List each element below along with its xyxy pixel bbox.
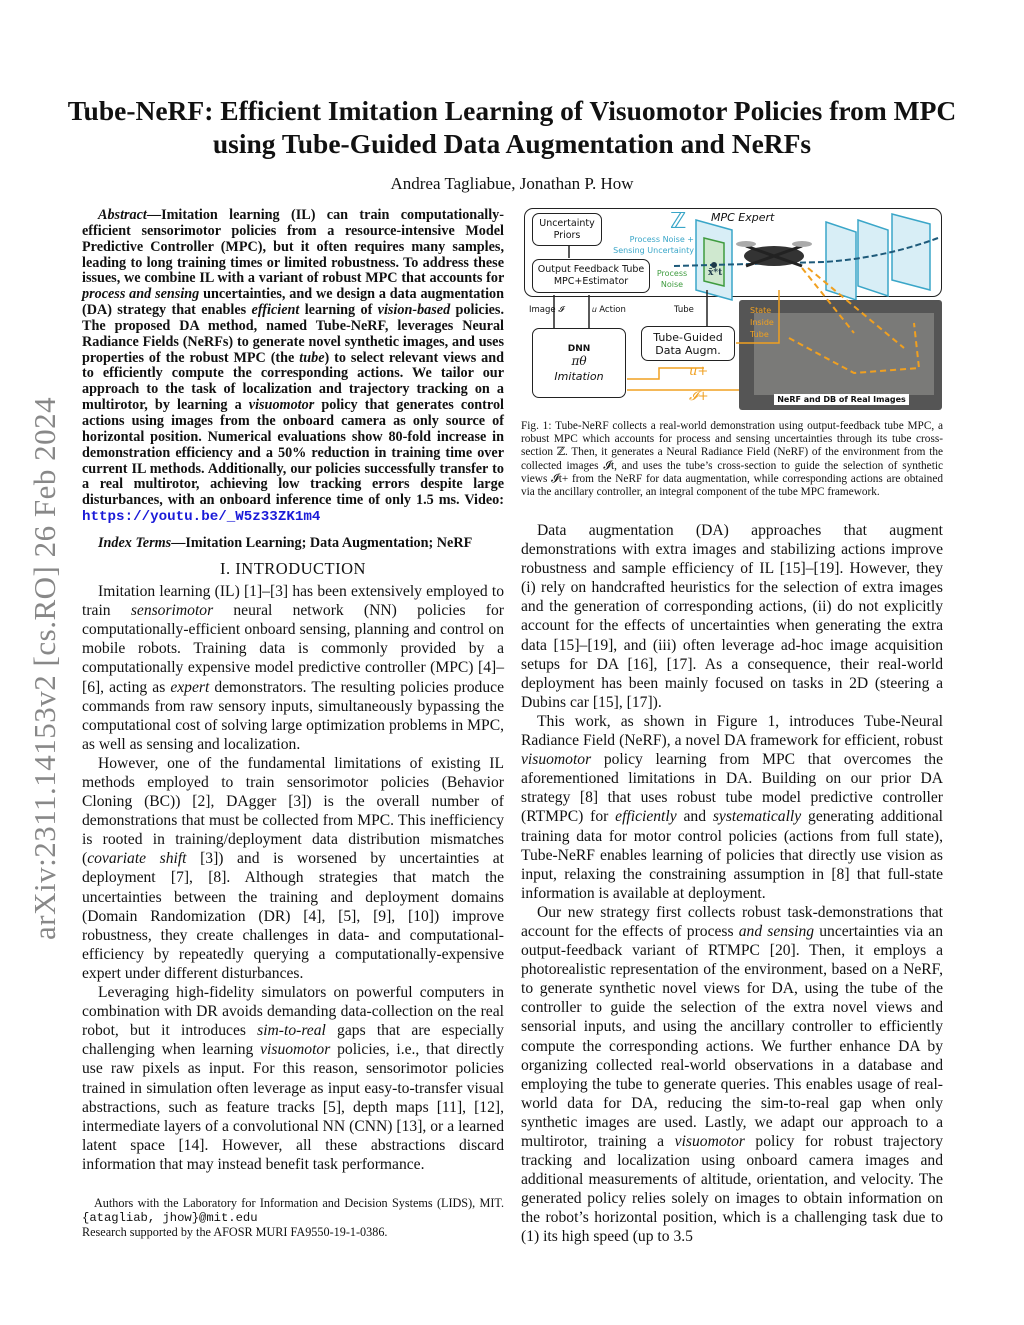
intro-paragraph-5: This work, as shown in Figure 1, introduces Tube-Neural Radiance Field (NeRF), a novel DA framework for efficient, robust visuomotor policy learning from MPC that overcomes the aforementioned limitations in DA. Building on our prior DA strategy [8] that uses robust tube model predictive controller (RTMPC) for efficiently and systematically generating additional training data for motor control policies (actions from full state), Tube-NeRF enables learning of policies that directly use vision as input, relaxing the constraining assumption in [8] that full-state information is available at deployment. [521, 712, 944, 902]
dnn-label: DNN [567, 344, 591, 354]
figure-1-caption: Fig. 1: Tube-NeRF collects a real-world demonstration using output-feedback tube MPC, a robust MPC which accounts for process and sensing uncertainties through its tube cross-section ℤ. Then, it generates a Neural Radiance Field (NeRF) of the environment from the collected images 𝓘t, and uses the tube’s cross-section to guide the selection of synthetic views 𝓘t+ from the NeRF for data augmentation, while corresponding actions are obtained via the ancillary controller, an integral component of the tube MPC framework. [521, 420, 943, 499]
abstract-emphasis: tube [299, 349, 325, 366]
process-sensing-label: Process Noise + Sensing Uncertainty [613, 235, 694, 255]
intro-paragraph-4: Data augmentation (DA) approaches that augment demonstrations with extra images and stabilizing actions improve robustness and sample efficiency of IL [15]–[19]. However, they (i) rely on handcrafted heuristics for the selection of extra images and the generation of corresponding actions, (ii) do not explicitly account for the effects of uncertainties when generating the extra data [15]–[19], and (iii) often leverage ad-hoc image acquisition setups for DA [16], [17]. As a consequence, their real-world deployment has been mainly focused on tasks in 2D (steering a Dubins car [15], [17]). [521, 522, 943, 711]
state-symbol-label: x̄*t [708, 268, 723, 278]
intro-paragraph-6: Our new strategy first collects robust task-demonstrations that account for the effects of process and sensing uncertainties via an output-feedback variant of RTMPC [20]. Then, it employs a photorealistic representation of the environment, based on a NeRF, to generate synthetic novel views for DA, using the tube of the controller to guide the selection of the extra novel views and sensorial inputs, and using the ancillary controller to efficiently compute the corresponding actions. We further enhance DA by organizing collected real-world observations in a database and employing the tube to generate queries. This enables usage of real-world data for DA, reducing the sim-to-real gap when only synthetic images are used. Lastly, we adapt our approach to a multirotor, training a visuomotor policy for robust trajectory tracking and localization using onboard camera images and additional measurements of altitude, orientation, and velocity. The generated policy relies solely on images to obtain information on the robot’s horizontal position, which is a challenging task due to (1) its high speed (up to 3.5 [521, 903, 944, 1246]
action-label: 𝑢 Action [592, 305, 626, 315]
figure-1-diagram [524, 208, 944, 413]
z-symbol: ℤ [670, 209, 687, 234]
abstract-emphasis: process and sensing [82, 286, 200, 303]
footnote: Authors with the Laboratory for Information and Decision Systems (LIDS), MIT. {atagliab, jhow}@mit.edu Research supported by the AFOSR MURI FA9550-19-1-0386. [82, 1195, 504, 1239]
abstract-text: —Imitation learning (IL) can train computationally-efficient sensorimotor policies from a resource-intensive Model Predictive Controller (MPC), but it often requires many samples, leading to long training times or limited robustness. To address these issues, we combine IL with a variant of robust MPC that accounts for [82, 207, 504, 287]
imitation-box [532, 328, 626, 398]
abstract-label: Abstract [98, 207, 147, 223]
intro-paragraph-2: However, one of the fundamental limitations of existing IL methods employed to train sensorimotor policies (Behavior Cloning (BC)) [2], DAgger [3]) is the overall number of demonstrations that must be collected from MPC. This inefficiency is rooted in training/deployment data distribution mismatches (covariate shift [3]) and is worsened by uncertainties at deployment [7], [8]. Although strategies that match the uncertainties between the training and deployment domains (Domain Randomization (DR) [4], [5], [9], [10]) improve robustness, they create challenges in data- and computational-efficiency by repeatedly querying a computationally-expensive expert under different disturbances. [82, 754, 504, 982]
abstract-emphasis: efficient [251, 302, 300, 319]
author-emails: {atagliab, jhow}@mit.edu [82, 1210, 258, 1225]
abstract-text: ) to select relevant views and to efficiently compute the corresponding actions. We tailor our approach to the task of localization and trajectory tracking on a multirotor, by learning a [82, 349, 504, 414]
policy-label: πθ [571, 354, 587, 368]
abstract-text: policies. The proposed DA method, named Tube-NeRF, leverages Neural Radiance Fields (NeRFs) to generate novel synthetic images, and uses properties of the robust MPC (the [82, 302, 505, 366]
tube-guided-da-box: Tube-Guided Data Augm. [641, 326, 735, 361]
mpc-expert-label: MPC Expert [711, 211, 775, 224]
abstract-emphasis: vision-based [377, 302, 451, 319]
abstract [82, 208, 504, 526]
index-terms-label: Index Terms [98, 534, 172, 551]
i-plus-label: 𝓘+ [689, 389, 709, 404]
intro-paragraph-1: Imitation learning (IL) [1]–[3] has been extensively employed to train sensorimotor neural network (NN) policies for computationally-efficient onboard sensing, planning and control on mobile robots. Training data is commonly provided by a computationally expensive model predictive controller (MPC) [4]–[6], acting as expert demonstrators. The resulting policies produce commands from raw sensory inputs, simultaneously bypassing the computational cost of solving large optimization problems in MPC, as well as sensing and localization. [82, 583, 504, 753]
u-plus-label: u+ [689, 364, 709, 379]
right-column [521, 521, 943, 1247]
abstract-text: uncertainties, and we design a data augmentation (DA) strategy that enables [82, 286, 504, 319]
image-input-label: Image 𝓘 [529, 305, 565, 315]
nerf-db-label: NeRF and DB of Real Images [774, 394, 909, 405]
video-link[interactable]: https://youtu.be/_W5z33ZK1m4 [82, 509, 321, 526]
paper-title: Tube-NeRF: Efficient Imitation Learning of Visuomotor Policies from MPC using Tube-Guided Data Augmentation and NeRFs [67, 95, 957, 159]
abstract-text: learning of [299, 302, 378, 319]
arxiv-identifier: arXiv:2311.14153v2 [cs.RO] 26 Feb 2024 [27, 396, 62, 940]
index-terms [82, 534, 504, 553]
uncertainty-priors-box: Uncertainty Priors [532, 213, 602, 246]
tube-label: Tube [674, 305, 694, 315]
process-noise-label: Process Noise [656, 269, 688, 289]
tube-mpc-box: Output Feedback Tube MPC+Estimator [532, 259, 650, 293]
abstract-emphasis: visuomotor [248, 397, 315, 414]
authors: Andrea Tagliabue, Jonathan P. How [390, 174, 634, 193]
left-column [82, 208, 504, 1239]
state-inside-tube-label: State Inside Tube [750, 306, 774, 339]
intro-paragraph-3: Leveraging high-fidelity simulators on powerful computers in combination with DR avoids demanding data-collection on the real robot, but it introduces sim-to-real gaps that are especially challenging when learning visuomotor policies, i.e., that directly use raw pixels as input. For this reason, sensorimotor policies trained in simulation often leverage as input easy-to-transfer visual abstractions, such as feature tracks [5], depth maps [11], [12], intermediate layers of a convolutional NN (CNN) [13], or a learned latent space [14]. However, all these abstractions discard information that may instead benefit task performance. [82, 984, 504, 1173]
abstract-text: policy that generates control actions using images from the onboard camera as only source of horizontal position. Numerical evaluations show 80-fold increase in demonstration efficiency and a 50% reduction in training time over current IL methods. Additionally, our policies successfully transfer to a real multirotor, achieving low tracking errors despite large disturbances, with an onboard inference time of only 1.5 ms. Video: [82, 397, 504, 509]
index-terms-text: —Imitation Learning; Data Augmentation; NeRF [171, 534, 473, 551]
imitation-label: Imitation [554, 370, 604, 383]
section-heading: I. INTRODUCTION [220, 558, 366, 578]
